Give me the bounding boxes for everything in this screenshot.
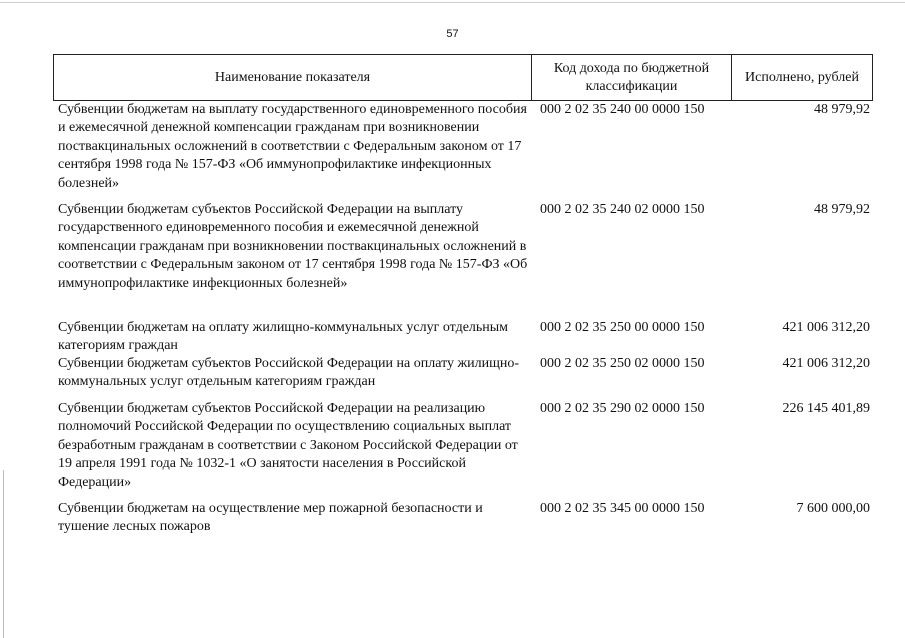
row-code: 000 2 02 35 240 02 0000 150 [540,202,705,217]
row-sum: 48 979,92 [814,102,870,117]
table-row [53,101,873,201]
row-name: Субвенции бюджетам на выплату государственного единовременного пособия и ежемесячной денежной компенсации гражданам при возникновении поствакцинальных осложнений в соответствии с Федеральным законом от 17 сентября 1998 года № 157-ФЗ «Об иммунопрофилактике инфекционных болезней» [58,102,527,191]
row-sum: 421 006 312,20 [782,356,870,371]
header-sum: Исполнено, рублей [745,69,859,85]
table-row [53,201,873,319]
row-sum: 226 145 401,89 [782,401,870,416]
row-sum: 421 006 312,20 [782,320,870,335]
table-row [53,319,873,355]
row-code: 000 2 02 35 250 00 0000 150 [540,320,705,335]
row-code: 000 2 02 35 290 02 0000 150 [540,401,705,416]
row-code: 000 2 02 35 345 00 0000 150 [540,501,705,516]
row-sum: 7 600 000,00 [796,501,870,516]
row-name: Субвенции бюджетам на осуществление мер пожарной безопасности и тушение лесных пожаров [58,501,483,535]
scan-left-edge [3,470,4,638]
row-name: Субвенции бюджетам на оплату жилищно-коммунальных услуг отдельным категориям граждан [58,320,509,354]
page-number: 57 [446,28,459,40]
table-row [53,500,873,540]
row-name: Субвенции бюджетам субъектов Российской Федерации на оплату жилищно-коммунальных услуг отдельным категориям граждан [58,356,520,390]
row-sum: 48 979,92 [814,202,870,217]
header-name: Наименование показателя [54,55,532,100]
row-code: 000 2 02 35 250 02 0000 150 [540,356,705,371]
row-code: 000 2 02 35 240 00 0000 150 [540,102,705,117]
table-header [53,54,873,101]
table-body [53,101,873,540]
table-row [53,355,873,400]
table-row [53,400,873,500]
header-code: Код дохода по бюджетной классификации [532,55,732,100]
row-name: Субвенции бюджетам субъектов Российской Федерации на выплату государственного единовременного пособия и ежемесячной денежной компенсации гражданам при возникновении поствакцинальных осложнений в соответствии с Федеральным законом от 17 сентября 1998 года № 157-ФЗ «Об иммунопрофилактике инфекционных болезней» [58,202,528,291]
row-name: Субвенции бюджетам субъектов Российской Федерации на реализацию полномочий Российской Федерации по осуществлению социальных выплат безработным гражданам в соответствии с Законом Российской Федерации от 19 апреля 1991 года № 1032-1 «О занятости населения в Российской Федерации» [58,401,518,490]
scan-top-edge [0,2,905,3]
